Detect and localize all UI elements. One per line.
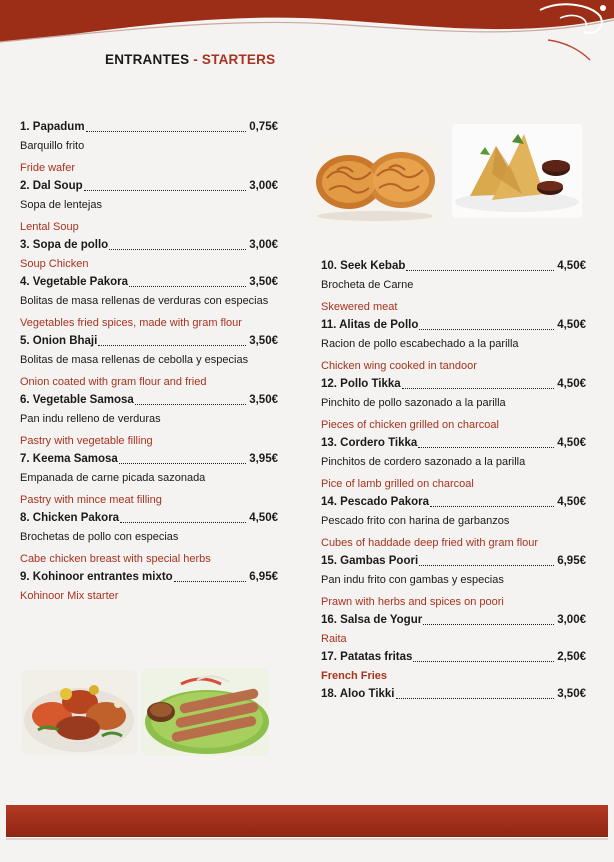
dot-leader xyxy=(120,522,246,523)
item-description-en: Onion coated with gram flour and fried xyxy=(20,376,207,388)
item-price: 3,95€ xyxy=(249,453,278,465)
item-description-en: Chicken wing cooked in tandoor xyxy=(321,360,477,372)
dot-leader xyxy=(98,345,246,346)
item-name: 5. Onion Bhaji xyxy=(20,335,98,347)
item-description-en: Pastry with vegetable filling xyxy=(20,435,153,447)
title-separator: - xyxy=(189,52,202,67)
onion-bhaji-photo xyxy=(313,140,439,224)
right-menu-column xyxy=(321,259,586,702)
item-price: 2,50€ xyxy=(557,651,586,663)
item-name: 9. Kohinoor entrantes mixto xyxy=(20,571,173,583)
item-description-es: Barquillo frito xyxy=(20,140,85,152)
item-description-es: Empanada de carne picada sazonada xyxy=(20,472,206,484)
item-description-es: Brocheta de Carne xyxy=(321,279,414,291)
menu-item xyxy=(321,650,586,687)
item-description-en: Pice of lamb grilled on charcoal xyxy=(321,478,474,490)
dot-leader xyxy=(396,698,555,699)
item-description-en: Lental Soup xyxy=(20,221,79,233)
menu-item xyxy=(321,377,586,436)
dot-leader xyxy=(86,131,247,132)
footer-band xyxy=(6,805,608,837)
item-name: 2. Dal Soup xyxy=(20,180,83,192)
item-description-en: Cabe chicken breast with special herbs xyxy=(20,553,211,565)
item-description-en: Pieces of chicken grilled on charcoal xyxy=(321,419,499,431)
dot-leader xyxy=(129,286,246,287)
dot-leader xyxy=(418,447,554,448)
item-description-es: Pescado frito con harina de garbanzos xyxy=(321,515,510,527)
item-name: 8. Chicken Pakora xyxy=(20,512,120,524)
dot-leader xyxy=(174,581,247,582)
menu-item xyxy=(20,393,278,452)
item-price: 4,50€ xyxy=(249,512,278,524)
item-name: 7. Keema Samosa xyxy=(20,453,118,465)
item-price: 3,50€ xyxy=(249,276,278,288)
menu-item xyxy=(321,613,586,650)
item-name: 1. Papadum xyxy=(20,121,85,133)
item-description-es: Pinchitos de cordero sazonado a la parilla xyxy=(321,456,526,468)
item-description-en: Vegetables fried spices, made with gram flour xyxy=(20,317,242,329)
item-name: 12. Pollo Tikka xyxy=(321,378,401,390)
item-description-en: Raita xyxy=(321,633,347,645)
dot-leader xyxy=(119,463,246,464)
item-name: 11. Alitas de Pollo xyxy=(321,319,419,331)
item-description-es: Pan indu frito con gambas y especias xyxy=(321,574,504,586)
dot-leader xyxy=(406,270,554,271)
item-name: 14. Pescado Pakora xyxy=(321,496,430,508)
item-name: 10. Seek Kebab xyxy=(321,260,406,272)
item-description-es: Pan indu relleno de verduras xyxy=(20,413,161,425)
menu-item xyxy=(20,179,278,238)
menu-item xyxy=(20,120,278,179)
item-name: 6. Vegetable Samosa xyxy=(20,394,134,406)
seekh-kebab-photo xyxy=(141,668,269,756)
title-english: STARTERS xyxy=(201,52,276,67)
item-price: 3,00€ xyxy=(557,614,586,626)
item-description-en: Kohinoor Mix starter xyxy=(20,590,119,602)
item-name: 4. Vegetable Pakora xyxy=(20,276,129,288)
menu-item xyxy=(321,554,586,613)
item-price: 3,50€ xyxy=(249,394,278,406)
menu-item xyxy=(321,259,586,318)
item-name: 16. Salsa de Yogur xyxy=(321,614,423,626)
menu-item xyxy=(20,238,278,275)
bottom-divider xyxy=(6,838,608,840)
dot-leader xyxy=(84,190,247,191)
item-description-en: Cubes of haddade deep fried with gram flour xyxy=(321,537,539,549)
menu-item xyxy=(20,275,278,334)
dot-leader xyxy=(135,404,246,405)
mixed-starter-photo xyxy=(22,670,137,755)
dot-leader xyxy=(430,506,554,507)
item-name: 17. Patatas fritas xyxy=(321,651,413,663)
item-price: 6,95€ xyxy=(249,571,278,583)
item-price: 3,50€ xyxy=(557,688,586,700)
item-price: 4,50€ xyxy=(557,437,586,449)
dot-leader xyxy=(109,249,246,250)
item-description-es: Sopa de lentejas xyxy=(20,199,102,211)
item-description-es: Bolitas de masa rellenas de cebolla y especias xyxy=(20,354,249,366)
menu-item xyxy=(321,495,586,554)
item-price: 3,50€ xyxy=(249,335,278,347)
menu-item xyxy=(20,452,278,511)
item-price: 3,00€ xyxy=(249,180,278,192)
menu-item xyxy=(20,511,278,570)
item-description-en: Pastry with mince meat filling xyxy=(20,494,162,506)
menu-item xyxy=(20,334,278,393)
menu-item xyxy=(321,687,586,702)
item-description-es: Racion de pollo escabechado a la parilla xyxy=(321,338,519,350)
item-price: 4,50€ xyxy=(557,378,586,390)
title-spanish: ENTRANTES xyxy=(105,52,190,67)
dot-leader xyxy=(419,329,554,330)
item-name: 13. Cordero Tikka xyxy=(321,437,418,449)
decorative-top-swoosh xyxy=(0,0,614,80)
section-title xyxy=(105,52,275,67)
item-description-en: Prawn with herbs and spices on poori xyxy=(321,596,504,608)
dot-leader xyxy=(402,388,555,389)
item-description-en: Skewered meat xyxy=(321,301,398,313)
dot-leader xyxy=(419,565,554,566)
item-name: 15. Gambas Poori xyxy=(321,555,419,567)
item-description-en: Soup Chicken xyxy=(20,258,89,270)
menu-item xyxy=(321,436,586,495)
item-price: 4,50€ xyxy=(557,319,586,331)
item-description-en: Fride wafer xyxy=(20,162,76,174)
item-price: 6,95€ xyxy=(557,555,586,567)
item-description-en: French Fries xyxy=(321,670,388,682)
menu-item xyxy=(321,318,586,377)
item-description-es: Brochetas de pollo con especias xyxy=(20,531,179,543)
item-description-es: Pinchito de pollo sazonado a la parilla xyxy=(321,397,506,409)
item-name: 3. Sopa de pollo xyxy=(20,239,109,251)
samosa-photo xyxy=(452,124,582,218)
menu-item xyxy=(20,570,278,607)
item-description-es: Bolitas de masa rellenas de verduras con especias xyxy=(20,295,269,307)
item-price: 3,00€ xyxy=(249,239,278,251)
item-name: 18. Aloo Tikki xyxy=(321,688,395,700)
item-price: 4,50€ xyxy=(557,496,586,508)
item-price: 4,50€ xyxy=(557,260,586,272)
left-menu-column xyxy=(20,120,278,607)
dot-leader xyxy=(413,661,554,662)
item-price: 0,75€ xyxy=(249,121,278,133)
dot-leader xyxy=(423,624,554,625)
